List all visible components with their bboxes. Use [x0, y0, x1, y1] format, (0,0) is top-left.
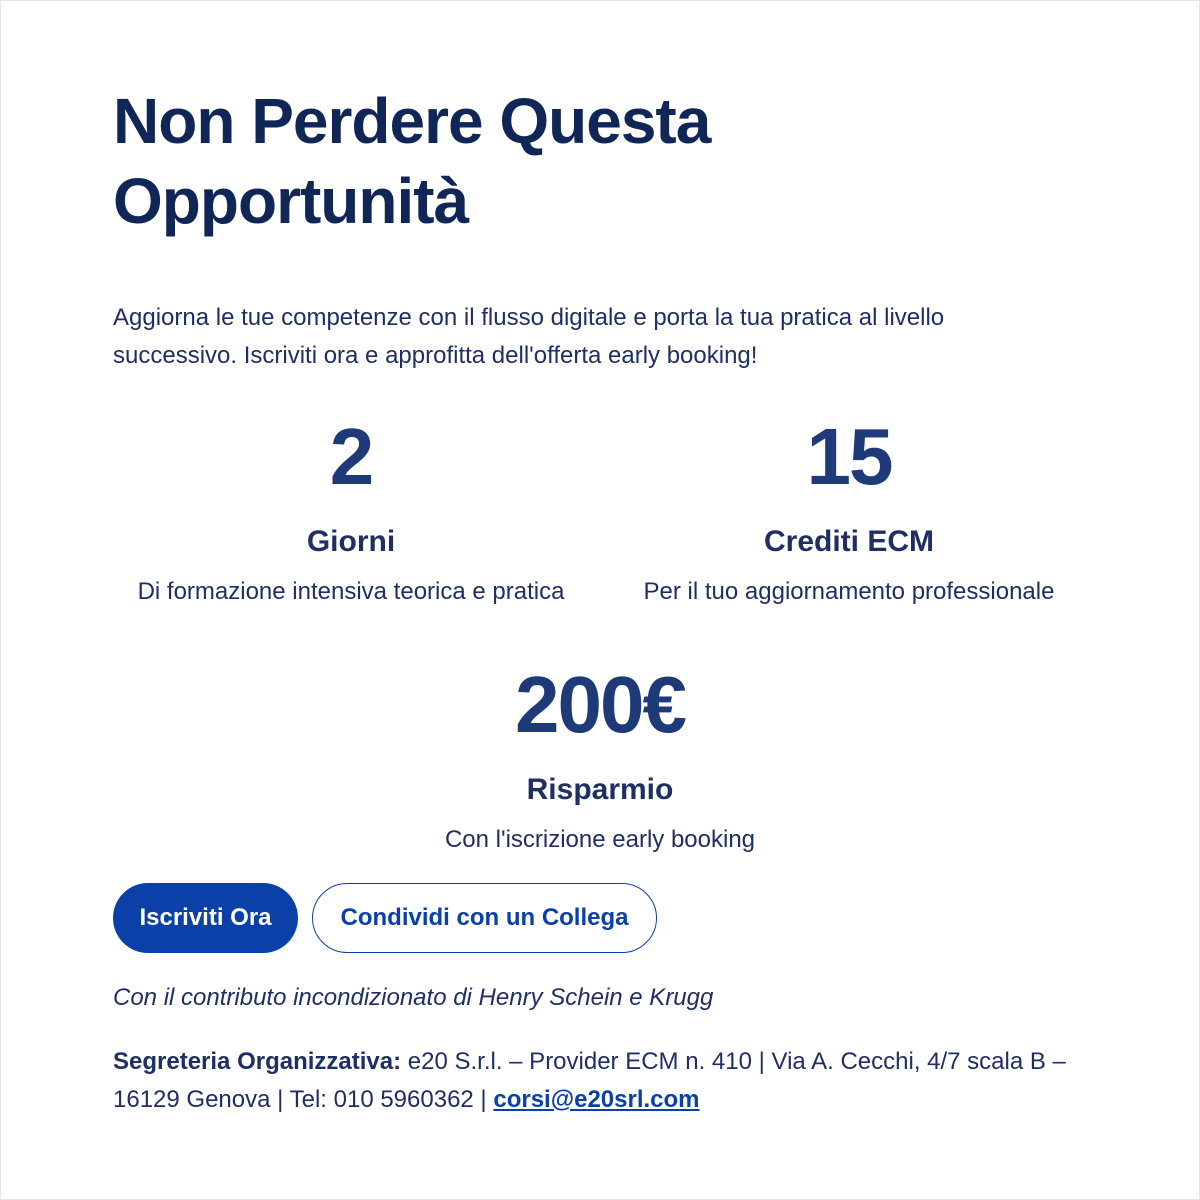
organizer-label: Segreteria Organizzativa: — [113, 1048, 402, 1075]
stat-credits-label: Crediti ECM — [763, 525, 934, 558]
stat-days-value: 2 — [329, 412, 373, 501]
share-with-colleague-button[interactable]: Condividi con un Collega — [312, 883, 657, 953]
stat-savings-value: 200€ — [515, 660, 685, 749]
action-buttons — [113, 883, 1087, 953]
register-now-button[interactable]: Iscriviti Ora — [113, 883, 298, 953]
stats-row — [113, 412, 1087, 607]
organizer-details: e20 S.r.l. – Provider ECM n. 410 | Via A. Cecchi, 4/7 scala B – 16129 Genova | Tel: 010 5960362 | — [113, 1048, 1066, 1113]
organizer-footer — [113, 1043, 1089, 1119]
stat-savings-description: Con l'iscrizione early booking — [444, 826, 756, 853]
email-link[interactable]: corsi@e20srl.com — [493, 1086, 700, 1113]
sponsor-note: Con il contributo incondizionato di Henry Schein e Krugg — [113, 984, 714, 1011]
stat-days — [113, 412, 589, 607]
stat-days-label: Giorni — [306, 525, 396, 558]
stat-savings — [113, 660, 1087, 855]
stat-days-description: Di formazione intensiva teorica e pratica — [137, 578, 565, 605]
page-title: Non Perdere Questa Opportunità — [113, 85, 711, 237]
intro-text: Aggiorna le tue competenze con il flusso digitale e porta la tua pratica al livello successivo. Iscriviti ora e approfitta dell'offerta early booking! — [113, 304, 945, 369]
stat-credits — [611, 412, 1087, 607]
stat-credits-value: 15 — [806, 412, 892, 501]
stat-credits-description: Per il tuo aggiornamento professionale — [643, 578, 1055, 605]
stat-savings-label: Risparmio — [526, 773, 674, 806]
